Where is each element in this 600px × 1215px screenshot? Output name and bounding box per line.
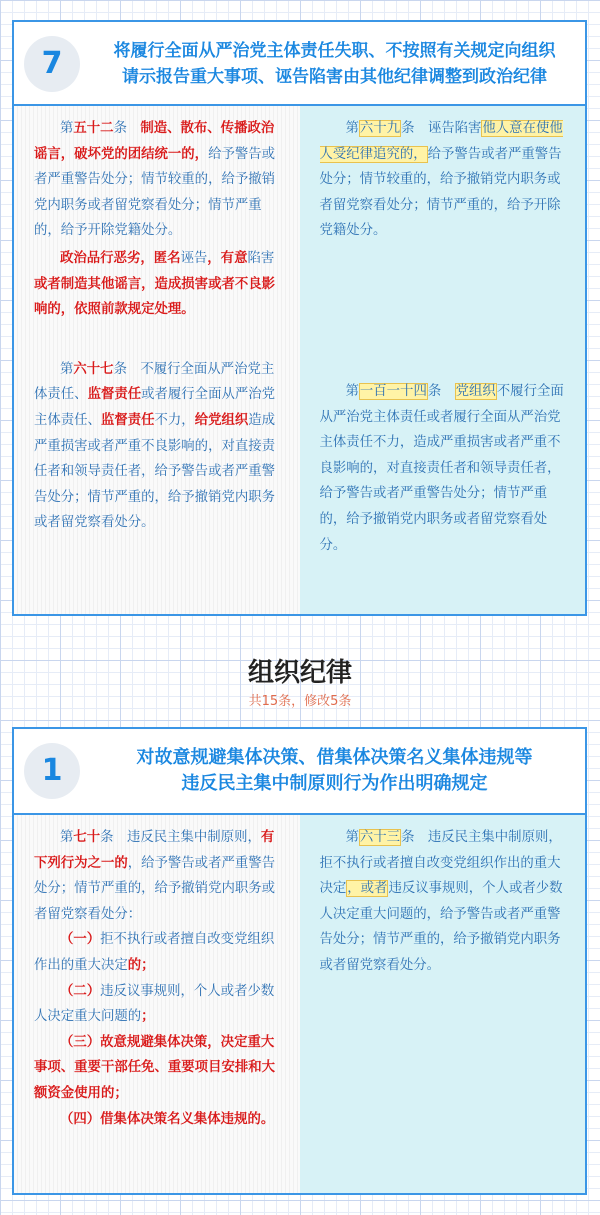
text: ，给予警告或者严重警告处分；情节严重的，给予撤销党内职务或者留党察看处分：: [34, 855, 276, 922]
red-text: （二）: [60, 983, 101, 999]
red-text: 的；: [127, 957, 155, 973]
new-rules-column: [14, 106, 300, 614]
text: 条 不履行全面从严治党主体责任、: [34, 361, 275, 403]
red-text: 监督责任: [87, 387, 142, 403]
card-title: [94, 38, 575, 90]
highlighted-text: 党组织: [455, 383, 496, 399]
red-text: 有下列行为之一的: [34, 830, 275, 871]
text: 诬告: [180, 250, 208, 266]
item-2: [34, 979, 280, 1030]
item-number-badge: 1: [24, 743, 80, 799]
item-number-badge: 7: [24, 36, 80, 92]
text: 条 违反民主集中制原则，拒不执行或者擅自改变党组织作出的重大决定: [319, 830, 562, 897]
item-1: [34, 927, 280, 978]
text: 违反议事规则，个人或者少数人决定重大问题的，给予警告或者严重警告处分；情节严重的，给予撤销党内职务或者留党察看处分。: [319, 881, 563, 973]
card-title-line2: 违反民主集中制原则行为作出明确规定: [181, 773, 488, 794]
card-title-line1: 将履行全面从严治党主体责任失职、不按照有关规定向组织: [113, 41, 556, 61]
card-rule-7: [12, 20, 587, 616]
red-text: （一）: [60, 932, 101, 948]
text: 条 诬告陷害: [401, 121, 482, 136]
new-rules-column: [14, 815, 300, 1193]
section-subtitle: 共15条，修改5条: [248, 694, 352, 709]
highlighted-text: 六十九: [359, 121, 401, 136]
red-text: 五十二: [73, 121, 114, 136]
text: 给予警告或者严重警告处分；情节较重的，给予撤销党内职务或者留党察看处分；情节严重的，给予开除党籍处分。: [319, 146, 562, 239]
card-title: [94, 745, 575, 797]
card-title-line2: 请示报告重大事项、诬告陷害由其他纪律调整到政治纪律: [122, 67, 547, 87]
old-article-69: [320, 116, 566, 244]
text: 第: [345, 830, 359, 845]
text: 条: [427, 383, 455, 399]
comparison-columns: [14, 106, 585, 614]
article-52: [34, 116, 280, 244]
red-text: ；: [141, 1009, 155, 1025]
comparison-columns: [14, 815, 585, 1193]
red-text: 给党组织: [194, 412, 249, 428]
text: 拒不执行或者擅自改变党组织作出的重大决定: [34, 932, 275, 973]
text: 给予警告或者严重警告处分；情节较重的，给予撤销党内职务或者留党察看处分；情节严重的，给予开除党籍处分。: [34, 146, 276, 239]
text: 条: [113, 121, 127, 136]
text: 违反议事规则，个人或者少数人决定重大问题的: [34, 983, 275, 1025]
red-text: ，有意: [207, 250, 248, 266]
old-rules-column: [300, 106, 586, 614]
article-52-para2: [34, 246, 280, 323]
red-text: 或者制造其他谣言，造成损害或者不良影响的，依照前款规定处理。: [34, 276, 276, 318]
text: 造成严重损害或者严重不良影响的，对直接责任者和领导责任者，给予警告或者严重警告处分；情节严重的，给予撤销党内职务或者留党察看处分。: [34, 412, 276, 531]
item-4: （四）借集体决策名义集体违规的。: [60, 1111, 275, 1127]
text: 第: [60, 121, 74, 136]
old-article-63: [320, 825, 566, 979]
text: 第: [60, 361, 74, 377]
text: 条 违反民主集中制原则，: [100, 830, 261, 845]
card-title-line1: 对故意规避集体决策、借集体决策名义集体违规等: [136, 747, 533, 768]
red-text: 制造、散布、传播政治谣言，破坏党的团结统一的，: [34, 121, 275, 162]
red-text: 监督责任: [100, 412, 155, 428]
section-title: 组织纪律: [247, 658, 352, 688]
text: 不力，: [154, 412, 195, 428]
text: 或者履行全面从严治党主体责任、: [34, 387, 276, 428]
red-text: 六十七: [73, 361, 114, 377]
card-header: [14, 729, 585, 815]
item-3: （三）故意规避集体决策，决定重大事项、重要干部任免、重要项目安排和大额资金使用的；: [34, 1034, 276, 1101]
card-header: [14, 22, 585, 106]
old-article-114: [320, 379, 566, 558]
highlighted-text: 他人意在使他人受纪律追究的，: [319, 121, 563, 162]
text: 第: [60, 830, 74, 845]
text: 陷害: [247, 250, 275, 266]
article-67: [34, 357, 280, 536]
text: 第: [345, 383, 359, 399]
card-rule-1: [12, 727, 587, 1195]
article-70: [34, 825, 280, 927]
red-text: 七十: [73, 830, 101, 845]
highlighted-text: ，或者: [347, 881, 388, 897]
highlighted-text: 六十三: [359, 830, 401, 845]
text: 第: [345, 121, 359, 136]
highlighted-text: 一百一十四: [359, 383, 427, 399]
red-text: 政治品行恶劣，匿名: [60, 250, 181, 266]
old-rules-column: [300, 815, 586, 1193]
text: 不履行全面从严治党主体责任或者履行全面从严治党主体责任不力，造成严重损害或者严重不良影响的，对直接责任者和领导责任者，给予警告或者严重警告处分；情节严重的，给予撤销党内职务或者留党察看处分。: [319, 383, 564, 553]
